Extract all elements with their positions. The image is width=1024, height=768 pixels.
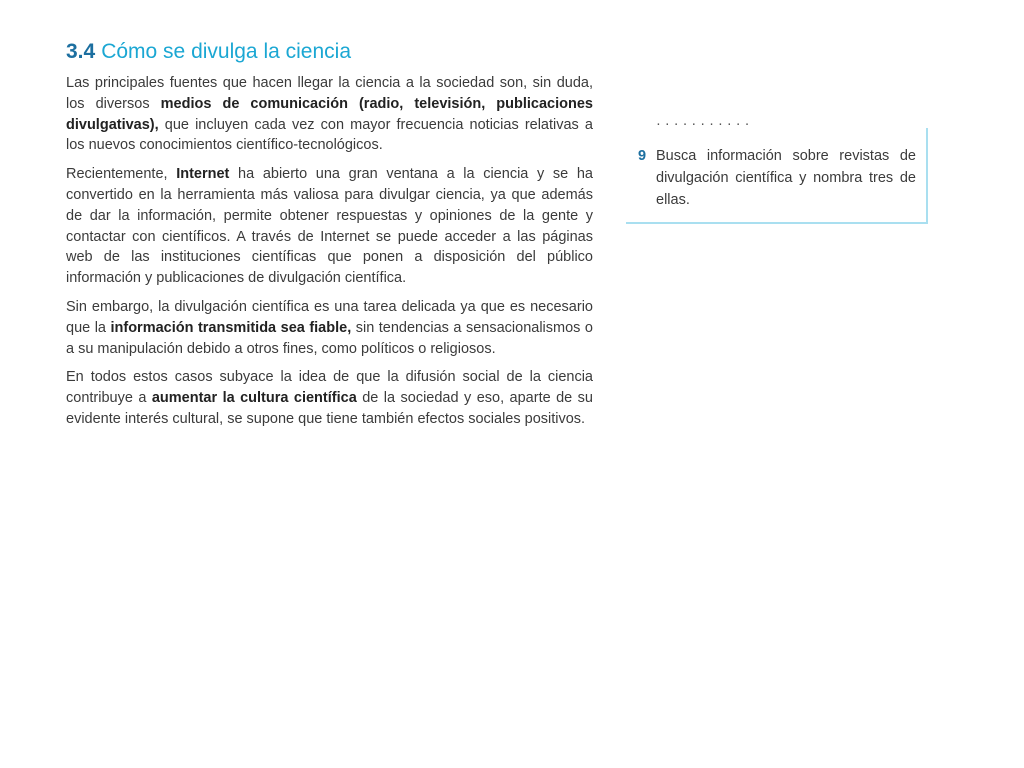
paragraph-reliability	[66, 297, 593, 359]
paragraph-media	[66, 73, 593, 156]
paragraph-highlight: información transmitida sea fiable,	[110, 319, 352, 336]
activity-item	[638, 145, 916, 211]
paragraph-text: Recientemente,	[66, 166, 177, 183]
section-heading	[66, 38, 593, 66]
section-number: 3.4	[66, 40, 96, 63]
activity-sidebar	[626, 116, 928, 224]
paragraph-highlight: Internet	[176, 166, 230, 183]
cutoff-text: · · · · · · · · · · ·	[656, 116, 750, 132]
paragraph-culture	[66, 367, 593, 429]
main-column	[66, 38, 593, 438]
paragraph-text: En todos estos casos subyace la idea de que la difusión social de la ciencia contribuye a	[66, 369, 593, 407]
section-title: Cómo se divulga la ciencia	[101, 40, 351, 63]
paragraph-text: ha abierto una gran ventana a la ciencia y se ha convertido en la herramienta más valiosa para divulgar ciencia, ya que además de dar la información, permite obtener respuestas y opiniones de la gente y contactar con científicos. A través de Internet se puede acceder a las páginas web de las instituciones científicas que ponen a disposición del público información y publicaciones de divulgación científica.	[66, 166, 593, 287]
paragraph-text: Sin embargo, la divulgación científica es una tarea delicada ya que es necesario que la	[66, 298, 593, 336]
activity-number: 9	[638, 148, 647, 164]
activity-text: Busca información sobre revistas de divulgación científica y nombra tres de ellas.	[656, 148, 916, 208]
paragraph-highlight: medios de comunicación (radio, televisión, publicaciones divulgativas),	[66, 95, 593, 133]
paragraph-text: Las principales fuentes que hacen llegar la ciencia a la sociedad son, sin duda, los diversos	[66, 75, 593, 112]
paragraph-highlight: aumentar la cultura científica	[151, 390, 357, 407]
paragraph-internet	[66, 164, 593, 289]
paragraph-text: que incluyen cada vez con mayor frecuencia noticias relativas a los nuevos conocimientos científico-tecnológicos.	[66, 116, 593, 154]
paragraph-text: de la sociedad y eso, aparte de su evidente interés cultural, se supone que tiene también efectos sociales positivos.	[66, 390, 593, 427]
paragraph-text: sin tendencias a sensacionalismos o a su manipulación debido a otros fines, como políticos o religiosos.	[66, 319, 593, 357]
